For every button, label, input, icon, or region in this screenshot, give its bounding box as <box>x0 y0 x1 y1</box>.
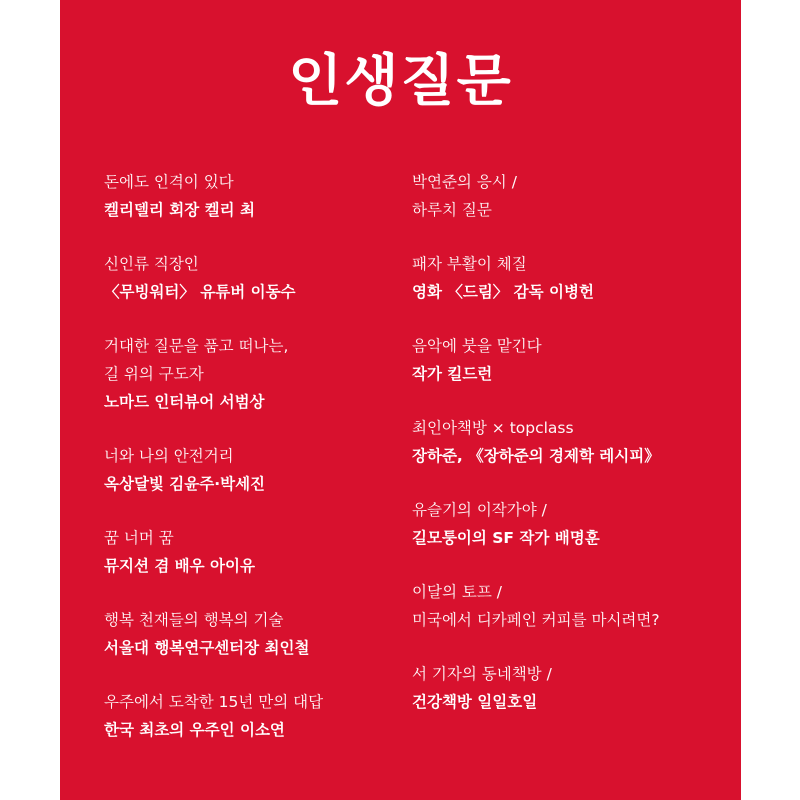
contents-entry <box>412 414 712 496</box>
entry-subtitle: 신인류 직장인 <box>104 255 199 273</box>
contents-entry <box>104 250 404 332</box>
entry-subtitle: 패자 부활이 체질 <box>412 255 527 273</box>
entry-subtitle: 미국에서 디카페인 커피를 마시려면? <box>412 611 660 629</box>
contents-entry <box>104 688 404 770</box>
entry-title: 〈무빙워터〉 유튜버 이동수 <box>104 283 296 301</box>
contents-entry <box>104 168 404 250</box>
contents-entry <box>412 168 712 250</box>
entry-title: 작가 킬드런 <box>412 365 493 383</box>
entry-title: 서울대 행복연구센터장 최인철 <box>104 639 310 657</box>
entry-subtitle: 꿈 너머 꿈 <box>104 529 174 547</box>
entry-subtitle: 거대한 질문을 품고 떠나는, <box>104 337 289 355</box>
entry-subtitle: 최인아책방 × topclass <box>412 419 574 437</box>
entry-subtitle: 이달의 토프 / <box>412 583 502 601</box>
contents-panel <box>60 0 741 800</box>
entry-subtitle: 하루치 질문 <box>412 201 492 219</box>
entry-title: 장하준, 《장하준의 경제학 레시피》 <box>412 447 660 465</box>
entry-subtitle: 음악에 붓을 맡긴다 <box>412 337 542 355</box>
contents-entry <box>412 250 712 332</box>
contents-entry <box>412 578 712 660</box>
entry-title: 노마드 인터뷰어 서범상 <box>104 393 265 411</box>
entry-subtitle: 서 기자의 동네책방 / <box>412 665 552 683</box>
entry-subtitle: 행복 천재들의 행복의 기술 <box>104 611 284 629</box>
entry-title: 길모퉁이의 SF 작가 배명훈 <box>412 529 600 547</box>
page-title: 인생질문 <box>288 49 513 114</box>
entry-title: 옥상달빛 김윤주·박세진 <box>104 475 266 493</box>
left-column <box>104 168 404 770</box>
entry-subtitle: 길 위의 구도자 <box>104 365 204 383</box>
contents-entry <box>412 496 712 578</box>
entry-title: 켈리델리 회장 켈리 최 <box>104 201 255 219</box>
contents-entry <box>412 660 712 742</box>
entry-title: 건강책방 일일호일 <box>412 693 538 711</box>
contents-entry <box>104 442 404 524</box>
entry-subtitle: 너와 나의 안전거리 <box>104 447 234 465</box>
entry-subtitle: 유슬기의 이작가야 / <box>412 501 547 519</box>
right-column <box>412 168 712 742</box>
entry-subtitle: 우주에서 도착한 15년 만의 대답 <box>104 693 324 711</box>
entry-title: 뮤지션 겸 배우 아이유 <box>104 557 255 575</box>
entry-subtitle: 박연준의 응시 / <box>412 173 517 191</box>
contents-entry <box>104 606 404 688</box>
contents-entry <box>104 332 404 442</box>
entry-subtitle: 돈에도 인격이 있다 <box>104 173 234 191</box>
contents-entry <box>104 524 404 606</box>
entry-title: 한국 최초의 우주인 이소연 <box>104 721 285 739</box>
entry-title: 영화 〈드림〉 감독 이병헌 <box>412 283 594 301</box>
contents-entry <box>412 332 712 414</box>
